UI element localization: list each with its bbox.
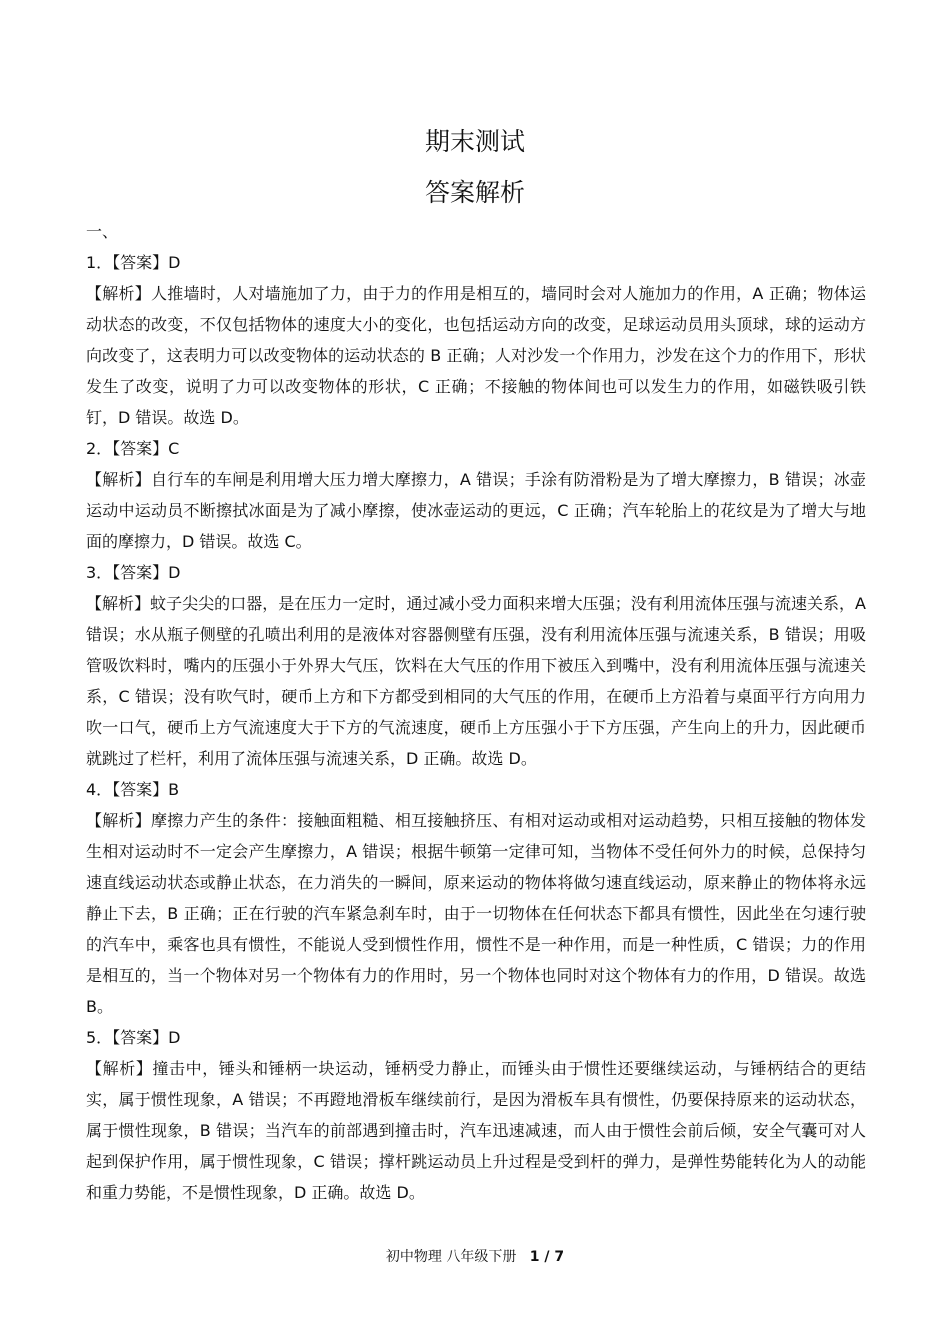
page-number: 1 / 7 — [529, 1249, 565, 1265]
page-footer — [0, 1246, 950, 1266]
answer-line-1: 1．【答案】D — [86, 253, 181, 272]
analysis-4: 【解析】摩擦力产生的条件：接触面粗糙、相互接触挤压、有相对运动或相对运动趋势，只相互接触的物体发生相对运动时不一定会产生摩擦力，A 错误；根据牛顿第一定律可知，当物体不受任何外力的时候，总保持匀速直线运动状态或静止状态，在力消失的一瞬间，原来运动的物体将做匀速直线运动，原来静止的物体将永远静止下去，B 正确；正在行驶的汽车紧急刹车时，由于一切物体在任何状态下都具有惯性，因此坐在匀速行驶的汽车中，乘客也具有惯性，不能说人受到惯性作用，惯性不是一种作用，而是一种性质，C 错误；力的作用是相互的，当一个物体对另一个物体有力的作用时，另一个物体也同时对这个物体有力的作用，D 错误。故选 B。 — [86, 811, 866, 1016]
analysis-1: 【解析】人推墙时，人对墙施加了力，由于力的作用是相互的，墙同时会对人施加力的作用，A 正确；物体运动状态的改变，不仅包括物体的速度大小的变化，也包括运动方向的改变，足球运动员用头顶球，球的运动方向改变了，这表明力可以改变物体的运动状态的 B 正确；人对沙发一个作用力，沙发在这个力的作用下，形状发生了改变，说明了力可以改变物体的形状，C 正确；不接触的物体间也可以发生力的作用，如磁铁吸引铁钉，D 错误。故选 D。 — [86, 284, 866, 427]
analysis-5: 【解析】撞击中，锤头和锤柄一块运动，锤柄受力静止，而锤头由于惯性还要继续运动，与锤柄结合的更结实，属于惯性现象，A 错误；不再蹬地滑板车继续前行，是因为滑板车具有惯性，仍要保持原来的运动状态，属于惯性现象，B 错误；当汽车的前部遇到撞击时，汽车迅速减速，而人由于惯性会前后倾，安全气囊可对人起到保护作用，属于惯性现象，C 错误；撑杆跳运动员上升过程是受到杆的弹力，是弹性势能转化为人的动能和重力势能，不是惯性现象，D 正确。故选 D。 — [86, 1059, 866, 1202]
page-subtitle: 答案解析 — [424, 178, 525, 207]
analysis-3: 【解析】蚊子尖尖的口器，是在压力一定时，通过减小受力面积来增大压强；没有利用流体压强与流速关系，A 错误；水从瓶子侧壁的孔喷出利用的是液体对容器侧壁有压强，没有利用流体压强与流速关系，B 错误；用吸管吸饮料时，嘴内的压强小于外界大气压，饮料在大气压的作用下被压入到嘴中，没有利用流体压强与流速关系，C 错误；没有吹气时，硬币上方和下方都受到相同的大气压的作用，在硬币上方沿着与桌面平行方向用力吹一口气，硬币上方气流速度大于下方的气流速度，硬币上方压强小于下方压强，产生向上的升力，因此硬币就跳过了栏杆，利用了流体压强与流速关系，D 正确。故选 D。 — [86, 594, 866, 768]
page-title: 期末测试 — [424, 127, 525, 156]
answer-line-4: 4．【答案】B — [86, 780, 180, 799]
analysis-2: 【解析】自行车的车闸是利用增大压力增大摩擦力，A 错误；手涂有防滑粉是为了增大摩擦力，B 错误；冰壶运动中运动员不断擦拭冰面是为了减小摩擦，使冰壶运动的更远，C 正确；汽车轮胎上的花纹是为了增大与地面的摩擦力，D 错误。故选 C。 — [86, 470, 866, 551]
answer-line-2: 2．【答案】C — [86, 439, 180, 458]
answer-content — [86, 216, 866, 1208]
answer-line-3: 3．【答案】D — [86, 563, 181, 582]
section-heading: 一、 — [86, 222, 119, 241]
answer-line-5: 5．【答案】D — [86, 1028, 181, 1047]
footer-label: 初中物理 八年级下册 — [385, 1249, 517, 1265]
